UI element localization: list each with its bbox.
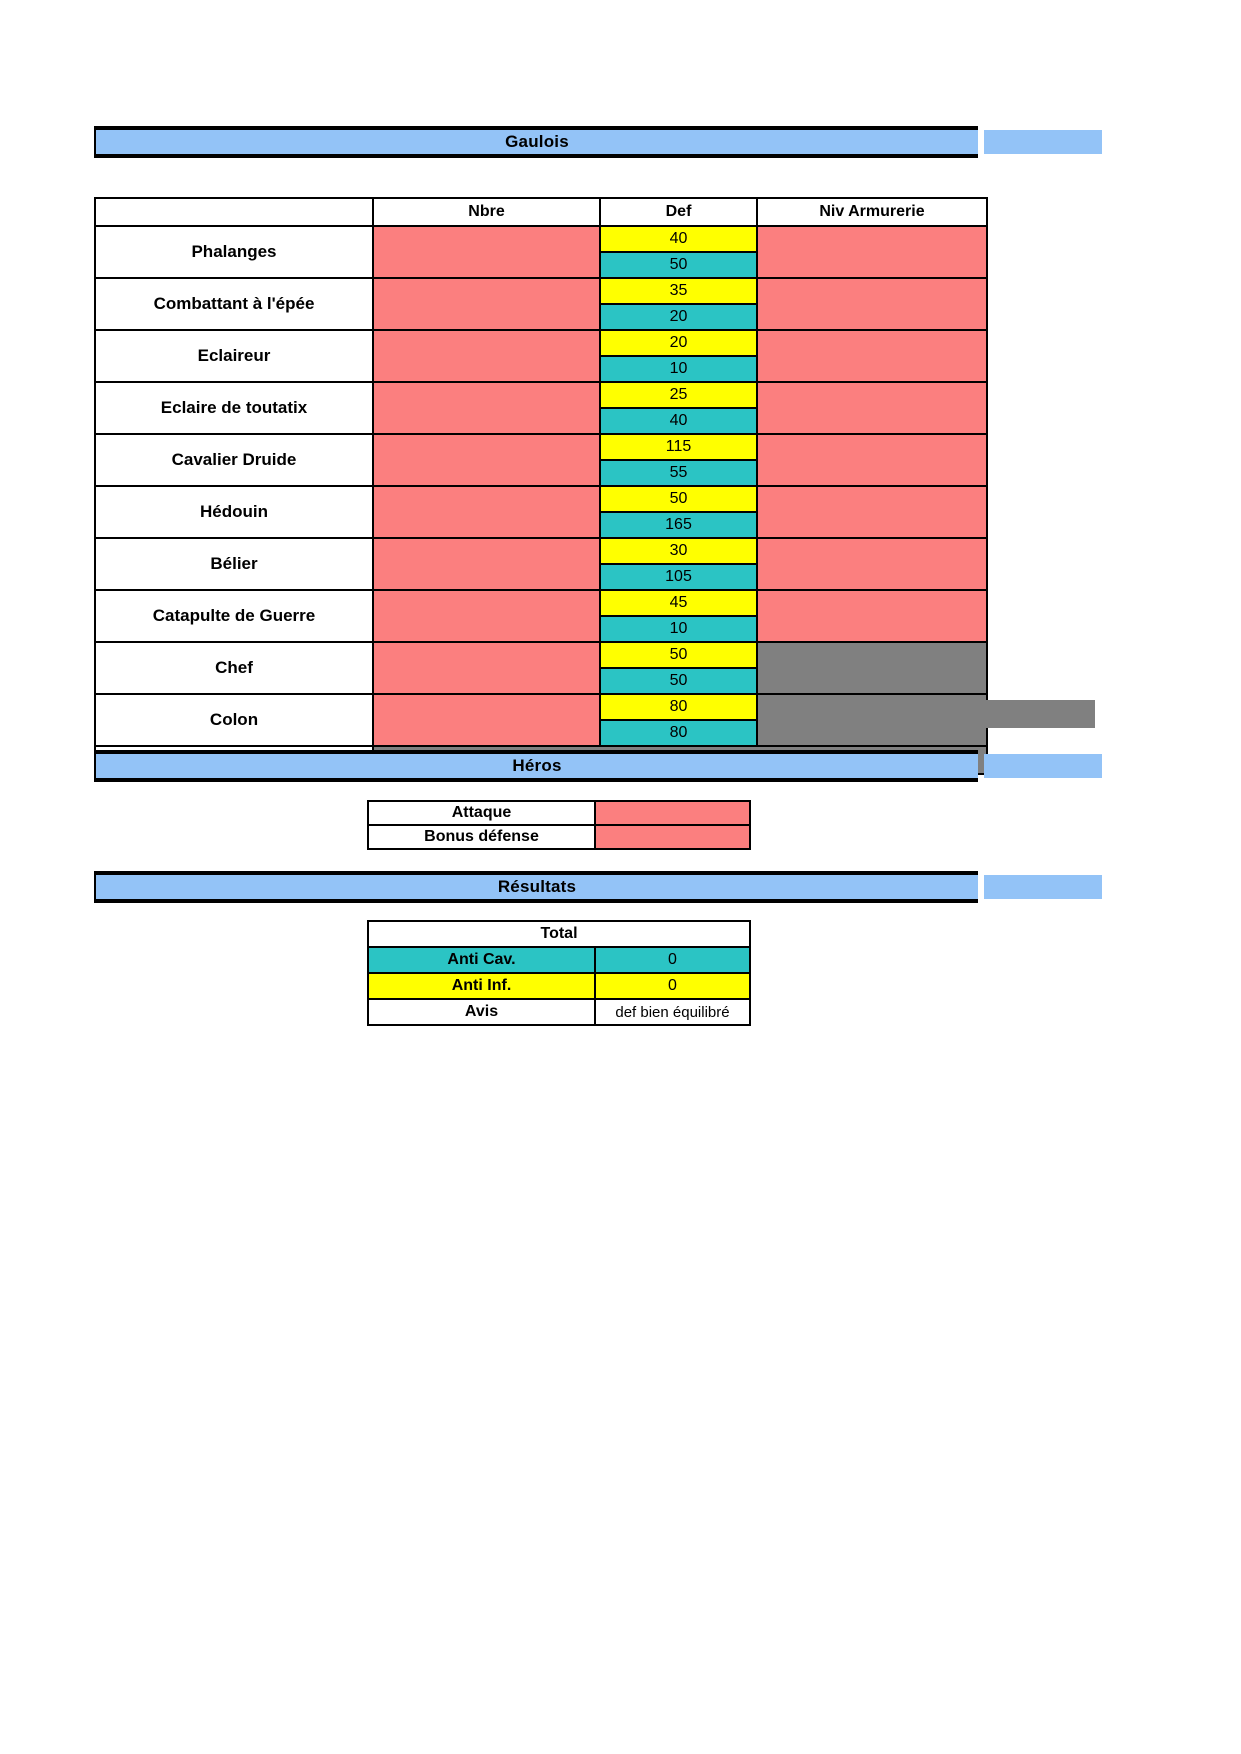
unit-name-cavalier-druide: Cavalier Druide [95, 434, 373, 486]
banner-tail-gaulois [984, 130, 1102, 154]
armurerie-disabled-chef [757, 642, 987, 694]
def-anti-cav-eclaireur: 10 [600, 356, 757, 382]
nbre-input-belier[interactable] [373, 538, 600, 590]
nbre-input-combattant-a-lepee[interactable] [373, 278, 600, 330]
army-defense-table [94, 197, 988, 775]
table-row [95, 278, 987, 304]
table-row [95, 694, 987, 720]
def-anti-cav-cavalier-druide: 55 [600, 460, 757, 486]
unit-name-hedouin: Hédouin [95, 486, 373, 538]
unit-name-belier: Bélier [95, 538, 373, 590]
nbre-input-colon[interactable] [373, 694, 600, 746]
def-anti-cav-belier: 105 [600, 564, 757, 590]
hero-label-bonus-defense: Bonus défense [368, 825, 595, 849]
def-anti-cav-combattant-a-lepee: 20 [600, 304, 757, 330]
nbre-input-cavalier-druide[interactable] [373, 434, 600, 486]
armurerie-input-eclaire-de-toutatix[interactable] [757, 382, 987, 434]
nbre-input-hedouin[interactable] [373, 486, 600, 538]
table-header-row [95, 198, 987, 226]
results-row-avis [368, 999, 750, 1025]
armurerie-input-combattant-a-lepee[interactable] [757, 278, 987, 330]
nbre-input-eclaire-de-toutatix[interactable] [373, 382, 600, 434]
table-row [95, 434, 987, 460]
hero-label-attaque: Attaque [368, 801, 595, 825]
results-value-avis: def bien équilibré [595, 999, 750, 1025]
def-anti-inf-chef: 50 [600, 642, 757, 668]
table-row [95, 590, 987, 616]
def-anti-cav-colon: 80 [600, 720, 757, 746]
unit-name-eclaireur: Eclaireur [95, 330, 373, 382]
table-row [95, 642, 987, 668]
results-row-anti-cav [368, 947, 750, 973]
def-anti-inf-hedouin: 50 [600, 486, 757, 512]
unit-name-catapulte-de-guerre: Catapulte de Guerre [95, 590, 373, 642]
def-anti-cav-eclaire-de-toutatix: 40 [600, 408, 757, 434]
unit-name-phalanges: Phalanges [95, 226, 373, 278]
nbre-input-phalanges[interactable] [373, 226, 600, 278]
def-anti-cav-chef: 50 [600, 668, 757, 694]
table-row [95, 382, 987, 408]
results-label-avis: Avis [368, 999, 595, 1025]
nbre-input-catapulte-de-guerre[interactable] [373, 590, 600, 642]
unit-name-colon: Colon [95, 694, 373, 746]
results-value-anti-cav: 0 [595, 947, 750, 973]
nbre-input-chef[interactable] [373, 642, 600, 694]
hero-row-attaque [368, 801, 750, 825]
results-table [367, 920, 751, 1026]
def-anti-cav-catapulte-de-guerre: 10 [600, 616, 757, 642]
armurerie-input-eclaireur[interactable] [757, 330, 987, 382]
section-title-heros: Héros [94, 750, 978, 782]
hero-table [367, 800, 751, 850]
section-banner-gaulois [94, 126, 1102, 158]
def-anti-inf-phalanges: 40 [600, 226, 757, 252]
def-anti-inf-belier: 30 [600, 538, 757, 564]
header-cell-blank [95, 198, 373, 226]
hero-input-bonus-defense[interactable] [595, 825, 750, 849]
def-anti-inf-cavalier-druide: 115 [600, 434, 757, 460]
armurerie-input-hedouin[interactable] [757, 486, 987, 538]
header-cell-nbre: Nbre [373, 198, 600, 226]
header-cell-def: Def [600, 198, 757, 226]
section-title-resultats: Résultats [94, 871, 978, 903]
table-row [95, 538, 987, 564]
section-banner-resultats [94, 871, 1102, 903]
unit-name-eclaire-de-toutatix: Eclaire de toutatix [95, 382, 373, 434]
hero-input-attaque[interactable] [595, 801, 750, 825]
results-row-anti-inf [368, 973, 750, 999]
def-anti-inf-eclaireur: 20 [600, 330, 757, 356]
section-banner-heros [94, 750, 1102, 782]
banner-tail-resultats [984, 875, 1102, 899]
def-anti-inf-catapulte-de-guerre: 45 [600, 590, 757, 616]
nbre-input-eclaireur[interactable] [373, 330, 600, 382]
banner-tail-heros [984, 754, 1102, 778]
results-label-anti-cav: Anti Cav. [368, 947, 595, 973]
hero-row-bonus-defense [368, 825, 750, 849]
armurerie-input-catapulte-de-guerre[interactable] [757, 590, 987, 642]
def-anti-inf-eclaire-de-toutatix: 25 [600, 382, 757, 408]
armurerie-input-belier[interactable] [757, 538, 987, 590]
table-row [95, 226, 987, 252]
results-label-anti-inf: Anti Inf. [368, 973, 595, 999]
armurerie-input-cavalier-druide[interactable] [757, 434, 987, 486]
results-header-total: Total [368, 921, 750, 947]
armurerie-disabled-colon [757, 694, 987, 746]
header-cell-armurerie: Niv Armurerie [757, 198, 987, 226]
def-anti-cav-hedouin: 165 [600, 512, 757, 538]
total-row-grey-overhang [978, 700, 1095, 728]
def-anti-inf-colon: 80 [600, 694, 757, 720]
armurerie-input-phalanges[interactable] [757, 226, 987, 278]
table-row [95, 330, 987, 356]
section-title-gaulois: Gaulois [94, 126, 978, 158]
unit-name-chef: Chef [95, 642, 373, 694]
def-anti-inf-combattant-a-lepee: 35 [600, 278, 757, 304]
results-header-row [368, 921, 750, 947]
results-value-anti-inf: 0 [595, 973, 750, 999]
unit-name-combattant-a-lepee: Combattant à l'épée [95, 278, 373, 330]
def-anti-cav-phalanges: 50 [600, 252, 757, 278]
table-row [95, 486, 987, 512]
